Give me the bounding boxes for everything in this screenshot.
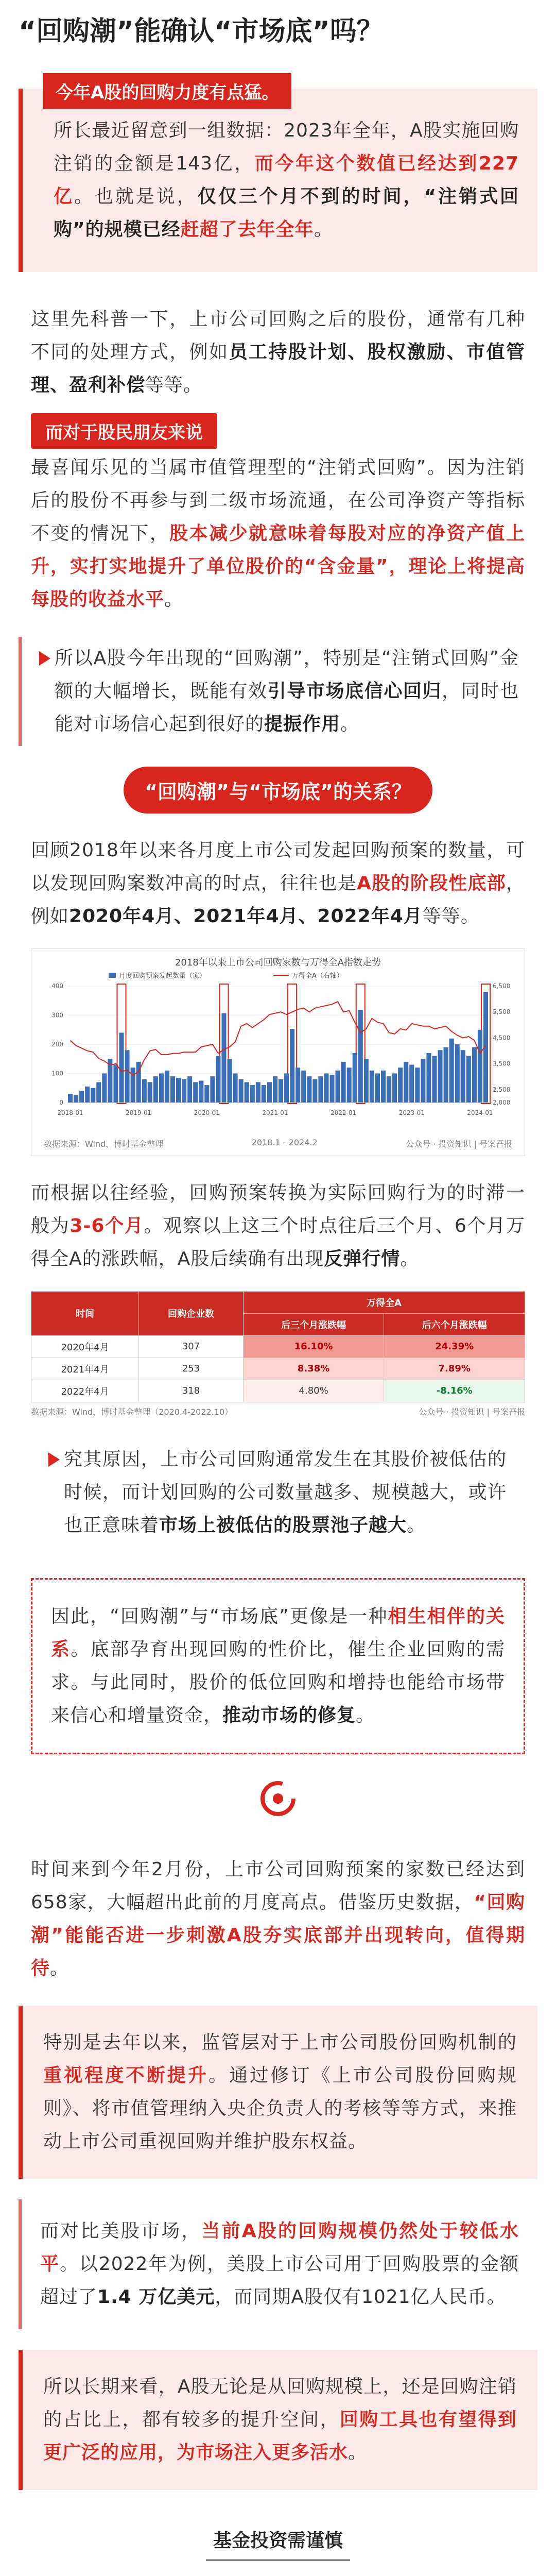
bar bbox=[187, 1076, 192, 1103]
bar bbox=[444, 1047, 448, 1102]
left-axis-tick: 200 bbox=[51, 1040, 63, 1048]
bar bbox=[279, 1079, 283, 1102]
performance-table-wrap bbox=[31, 1291, 525, 1417]
legend-swatch-bars bbox=[109, 973, 116, 978]
bar bbox=[68, 1094, 73, 1103]
para-7-text-c: 。 bbox=[50, 1957, 70, 1979]
bar bbox=[125, 1050, 130, 1103]
table-watermark: 公众号 · 投资知识 | 号案吾报 bbox=[419, 1406, 525, 1417]
us-compare-box bbox=[19, 2199, 537, 2329]
para-4-bold: 2020年4月、2021年4月、2022年4月 bbox=[69, 905, 423, 927]
table-cell-date: 2020年4月 bbox=[31, 1335, 139, 1358]
bar bbox=[204, 1085, 209, 1103]
bar bbox=[148, 1082, 152, 1103]
chart-range: 2018.1 - 2024.2 bbox=[251, 1137, 318, 1147]
box3-text-c: 。 bbox=[348, 2442, 368, 2463]
conclusion-box bbox=[31, 1578, 525, 1754]
right-axis-tick: 2,000 bbox=[493, 1098, 511, 1106]
dashed-bold: 推动市场的修复 bbox=[222, 1704, 356, 1726]
buyback-chart bbox=[31, 948, 525, 1156]
left-axis-tick: 300 bbox=[51, 1011, 63, 1019]
para-7-highlight: “回购潮”能能否进一步刺激A股夯实底部并出现转向，值得期待 bbox=[31, 1891, 525, 1979]
intro-bold-1: 仅仅三个月不到的时间，“注销式回购”的规模已经 bbox=[54, 185, 519, 240]
bar bbox=[301, 1070, 306, 1102]
bar bbox=[318, 1076, 323, 1103]
x-axis-tick: 2018-01 bbox=[57, 1109, 83, 1116]
para-5-bold: 反弹行情 bbox=[324, 1248, 401, 1269]
legend-label-bars: 月度回购预案发起数量（家） bbox=[119, 972, 206, 980]
dashed-text-a: 因此，“回购潮”与“市场底”更像是一种 bbox=[51, 1605, 388, 1627]
table-cell-3m: 16.10% bbox=[243, 1335, 384, 1358]
para-4-highlight: A股的阶段性底部 bbox=[357, 872, 506, 894]
bar bbox=[324, 1073, 328, 1103]
right-axis-tick: 2,500 bbox=[493, 1086, 511, 1093]
brand-mark-icon bbox=[259, 1780, 297, 1817]
bar bbox=[91, 1088, 95, 1102]
para-3-text-e: 。 bbox=[340, 713, 360, 735]
para-7 bbox=[31, 1853, 525, 1985]
bar bbox=[426, 1053, 431, 1103]
bar bbox=[347, 1067, 352, 1103]
para-2-text-a: 最喜闻乐见的当属市值管理型的“注销式回购”。因为注销后的股份不再参与到二级市场流通，在公司净资产等指标不变的情况下， bbox=[31, 456, 525, 544]
para-1-text-c: 等等。 bbox=[145, 374, 203, 396]
dashed-text-e: 。 bbox=[356, 1704, 375, 1726]
bar bbox=[392, 1073, 397, 1103]
table-cell-6m: 24.39% bbox=[384, 1335, 525, 1358]
bar bbox=[113, 1064, 118, 1102]
bar bbox=[421, 1059, 425, 1103]
bar bbox=[387, 1076, 391, 1103]
bar bbox=[96, 1082, 101, 1103]
table-source: 数据来源：Wind，博时基金整理（2020.4-2022.10） bbox=[31, 1406, 233, 1417]
bar bbox=[353, 1053, 357, 1103]
bar bbox=[296, 1067, 300, 1103]
x-axis-tick: 2021-01 bbox=[262, 1109, 288, 1116]
bar bbox=[375, 1073, 380, 1103]
bar bbox=[472, 1047, 477, 1102]
bar bbox=[358, 1010, 363, 1103]
left-axis-tick: 400 bbox=[51, 982, 63, 990]
x-axis-tick: 2023-01 bbox=[398, 1109, 425, 1116]
bar bbox=[336, 1070, 340, 1102]
right-axis-tick: 4,500 bbox=[493, 1034, 511, 1042]
para-8-highlight: 当前A股的回购规模仍然处于较低水平 bbox=[40, 2220, 519, 2275]
legend-label-line: 万得全A（右轴） bbox=[292, 972, 343, 980]
para-6-text-a: 究其原因，上市公司回购通常发生在其股价被低估的时候，而计划回购的公司数量越多、规模越大，或许也正意味着 bbox=[64, 1448, 507, 1536]
callout-2 bbox=[19, 1438, 537, 1547]
bar bbox=[228, 1059, 232, 1103]
para-5 bbox=[31, 1177, 525, 1276]
bar bbox=[233, 1073, 238, 1103]
bar bbox=[159, 1073, 164, 1103]
x-axis-tick: 2019-01 bbox=[126, 1109, 152, 1116]
para-8-text-a: 而对比美股市场， bbox=[40, 2220, 202, 2242]
dashed-text-c: 。底部孕育出现回购的性价比，催生企业回购的需求。与此同时，股价的低位回购和增持也能给市场带来信心和增量资金， bbox=[51, 1638, 505, 1726]
para-2-text-c: 。 bbox=[164, 588, 184, 610]
bar bbox=[193, 1082, 198, 1103]
table-cell-date: 2021年4月 bbox=[31, 1358, 139, 1380]
box2-text-a: 特别是去年以来，监管层对于上市公司股份回购机制的 bbox=[43, 2031, 517, 2053]
x-axis-tick: 2020-01 bbox=[194, 1109, 220, 1116]
box3-text-a: 所以长期来看，A股无论是从回购规模上，还是回购注销的占比上，都有较多的提升空间， bbox=[43, 2376, 517, 2430]
para-1 bbox=[31, 303, 525, 402]
bar bbox=[381, 1070, 386, 1102]
para-5-text-e: 。 bbox=[400, 1248, 420, 1269]
para-2-highlight: 股本减少就意味着每股对应的净资产值上升，实打实地提升了单位股价的“含金量”，理论上将提高每股的收益水平 bbox=[31, 522, 525, 610]
chart-source: 数据来源：Wind，博时基金整理 bbox=[44, 1139, 164, 1149]
table-row bbox=[31, 1335, 525, 1358]
intro-text-3: 。 bbox=[314, 218, 333, 240]
bar bbox=[284, 1073, 289, 1103]
para-8-text-c: 。以2022年为例，美股上市公司用于回购股票的金额超过了 bbox=[40, 2253, 519, 2308]
section-heading-relation: “回购潮”与“市场底”的关系？ bbox=[124, 767, 432, 814]
para-3-text-a: 所以A股今年出现的“回购潮”，特别是“注销式回购”金额的大幅增长，既能有效 bbox=[55, 647, 519, 702]
bar bbox=[85, 1087, 90, 1103]
bar bbox=[221, 1013, 226, 1102]
para-4-text-e: 等等。 bbox=[422, 905, 480, 927]
table-header-count: 回购企业数 bbox=[139, 1291, 244, 1335]
bar bbox=[245, 1082, 249, 1103]
bar bbox=[102, 1073, 107, 1103]
table-row bbox=[31, 1380, 525, 1402]
article-title: “回购潮”能确认“市场底”吗？ bbox=[19, 16, 384, 47]
bar bbox=[364, 1059, 369, 1103]
right-axis-tick: 3,500 bbox=[493, 1060, 511, 1067]
para-3-text-c: ，同时也能对市场信心起到很好的 bbox=[55, 680, 519, 735]
para-1-bold: 员工持股计划、股权激励、市值管理、盈利补偿 bbox=[31, 341, 525, 396]
bar bbox=[79, 1091, 84, 1103]
bar bbox=[478, 1029, 482, 1102]
para-3-bold-1: 引导市场底信心回归 bbox=[267, 680, 442, 702]
bar bbox=[415, 1067, 420, 1103]
bar bbox=[182, 1079, 186, 1102]
right-axis-tick: 6,500 bbox=[493, 982, 511, 990]
table-header-date: 时间 bbox=[31, 1291, 139, 1335]
table-cell-6m: 7.89% bbox=[384, 1358, 525, 1380]
bar bbox=[409, 1064, 414, 1102]
footer-disclaimer: 基金投资需谨慎 bbox=[213, 2530, 343, 2551]
para-6-bold: 市场上被低估的股票池子越大 bbox=[159, 1514, 407, 1536]
right-axis-tick: 5,500 bbox=[493, 1008, 511, 1015]
bar bbox=[461, 1050, 465, 1103]
bar bbox=[119, 1032, 124, 1103]
para-2 bbox=[31, 451, 525, 616]
chart-canvas bbox=[31, 969, 525, 1133]
x-axis-tick: 2024-01 bbox=[467, 1109, 493, 1116]
para-4-text-c: ，例如 bbox=[31, 872, 525, 927]
bar bbox=[341, 1061, 346, 1102]
callout-1 bbox=[19, 637, 537, 746]
bar bbox=[307, 1076, 311, 1103]
para-6-text-c: 。 bbox=[407, 1514, 426, 1536]
table-row bbox=[31, 1358, 525, 1380]
para-3-bold-2: 提振作用 bbox=[264, 713, 341, 735]
bar bbox=[250, 1085, 255, 1103]
section-heading-investors: 而对于股民朋友来说 bbox=[31, 413, 217, 449]
para-4-text-a: 回顾2018年以来各月度上市公司发起回购预案的数量，可以发现回购案数冲高的时点，往往也是 bbox=[31, 839, 525, 894]
bar bbox=[262, 1085, 266, 1103]
bar bbox=[239, 1079, 244, 1102]
para-5-highlight: 3-6个月 bbox=[70, 1215, 144, 1236]
performance-table bbox=[31, 1291, 525, 1402]
table-cell-count: 307 bbox=[139, 1335, 244, 1358]
bar bbox=[449, 1038, 454, 1102]
para-8-text-e: ，而同期A股仅有1021亿人民币。 bbox=[215, 2286, 506, 2308]
left-axis-tick: 100 bbox=[51, 1070, 63, 1077]
para-8-bold: 1.4 万亿美元 bbox=[97, 2286, 215, 2308]
table-header-3m: 后三个月涨跌幅 bbox=[243, 1313, 384, 1335]
para-5-text-c: 。观察以上这三个时点往后三个月、6个月万得全A的涨跌幅，A股后续确有出现 bbox=[31, 1215, 525, 1269]
dashed-highlight: 相生相伴的关系 bbox=[51, 1605, 505, 1660]
bar bbox=[170, 1076, 175, 1103]
bar bbox=[404, 1061, 408, 1102]
bar bbox=[312, 1079, 317, 1102]
intro-box bbox=[19, 82, 537, 272]
bar bbox=[74, 1095, 78, 1102]
bar bbox=[256, 1082, 260, 1103]
bar bbox=[370, 1070, 374, 1102]
bar bbox=[142, 1079, 147, 1102]
para-1-text-a: 这里先科普一下，上市公司回购之后的股份，通常有几种不同的处理方式，例如 bbox=[31, 308, 525, 363]
outlook-box bbox=[19, 2350, 537, 2490]
box3-highlight: 回购工具也有望得到更广泛的应用，为市场注入更多活水 bbox=[43, 2409, 517, 2463]
table-cell-count: 318 bbox=[139, 1380, 244, 1402]
table-cell-count: 253 bbox=[139, 1358, 244, 1380]
chart-watermark: 公众号 · 投资知识 | 号案吾报 bbox=[406, 1139, 512, 1149]
bar bbox=[199, 1080, 203, 1102]
bar bbox=[290, 1029, 294, 1103]
table-cell-3m: 8.38% bbox=[243, 1358, 384, 1380]
table-header-6m: 后六个月涨跌幅 bbox=[384, 1313, 525, 1335]
bar bbox=[165, 1070, 169, 1102]
bar bbox=[466, 1056, 471, 1102]
bar bbox=[210, 1076, 215, 1103]
bar bbox=[273, 1076, 277, 1103]
bar bbox=[455, 1044, 460, 1103]
para-7-text-a: 时间来到今年2月份，上市公司回购预案的家数已经达到658家，大幅超出此前的月度高点。借鉴历史数据， bbox=[31, 1858, 525, 1913]
intro-highlight-2: 赶超了去年全年 bbox=[180, 218, 314, 240]
brand-logo bbox=[0, 1780, 556, 1817]
intro-highlight-1: 而今年这个数值已经达到227亿 bbox=[54, 152, 519, 207]
para-5-text-a: 而根据以往经验，回购预案转换为实际回购行为的时滞一般为 bbox=[31, 1182, 525, 1236]
intro-text-2: 。也就是说， bbox=[74, 185, 198, 207]
x-axis-tick: 2022-01 bbox=[331, 1109, 357, 1116]
regulation-box bbox=[19, 2006, 537, 2179]
box2-highlight: 重视程度不断提升 bbox=[43, 2064, 209, 2086]
footer-divider bbox=[206, 2560, 350, 2561]
bar bbox=[176, 1078, 181, 1103]
table-header-index: 万得全A bbox=[243, 1291, 525, 1313]
para-4 bbox=[31, 834, 525, 933]
chart-title: 2018年以来上市公司回购家数与万得全A指数走势 bbox=[175, 957, 381, 968]
bar bbox=[153, 1076, 158, 1103]
intro-tag: 今年A股的回购力度有点猛。 bbox=[43, 73, 291, 109]
bar bbox=[267, 1082, 272, 1103]
bar bbox=[329, 1075, 334, 1103]
bar bbox=[438, 1050, 443, 1103]
intro-text-1: 所长最近留意到一组数据：2023年全年，A股实施回购注销的金额是143亿， bbox=[54, 120, 519, 174]
bar bbox=[216, 1056, 220, 1102]
bar bbox=[398, 1067, 403, 1103]
table-cell-6m: -8.16% bbox=[384, 1380, 525, 1402]
table-cell-3m: 4.80% bbox=[243, 1380, 384, 1402]
table-cell-date: 2022年4月 bbox=[31, 1380, 139, 1402]
bar bbox=[131, 1067, 135, 1103]
left-axis-tick: 0 bbox=[59, 1098, 63, 1106]
bar bbox=[432, 1056, 437, 1102]
box2-text-c: 。通过修订《上市公司股份回购规则》、将市值管理纳入央企负责人的考核等等方式，来推动上市公司重视回购并维护股东权益。 bbox=[43, 2064, 517, 2152]
